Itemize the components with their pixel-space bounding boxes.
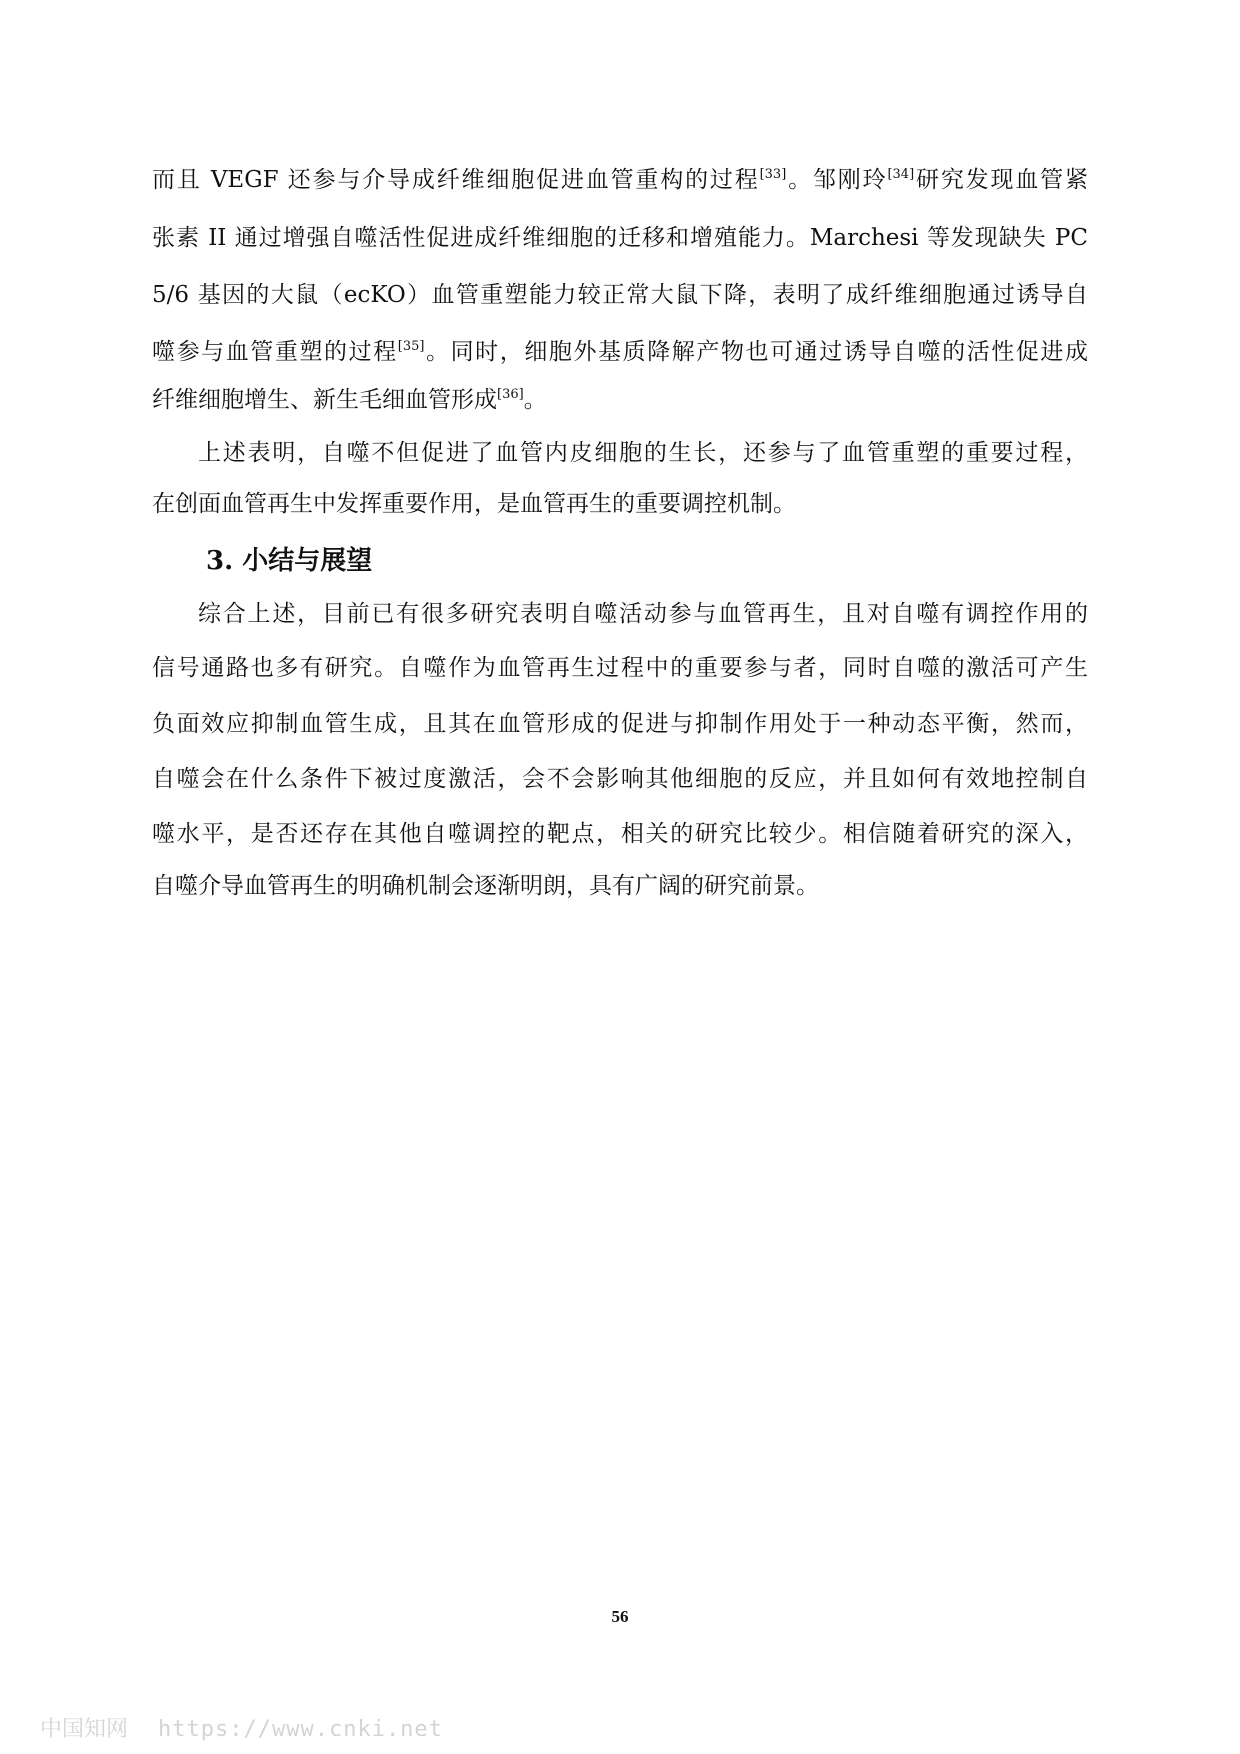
section-heading: 3. 小结与展望 bbox=[206, 546, 373, 576]
paragraph-1-line-2: 张素 II 通过增强自噬活性促进成纤维细胞的迁移和增殖能力。Marchesi 等发现缺失 PC bbox=[152, 225, 1088, 251]
paragraph-3-line-3: 负面效应抑制血管生成，且其在血管形成的促进与抑制作用处于一种动态平衡，然而， bbox=[152, 711, 1088, 737]
citation-36: [36] bbox=[497, 387, 524, 402]
paragraph-2-line-1: 上述表明，自噬不但促进了血管内皮细胞的生长，还参与了血管重塑的重要过程， bbox=[198, 440, 1088, 466]
paragraph-3-line-4: 自噬会在什么条件下被过度激活，会不会影响其他细胞的反应，并且如何有效地控制自 bbox=[152, 766, 1088, 792]
text-segment: 研究发现血管紧 bbox=[914, 167, 1089, 193]
paragraph-3-line-6: 自噬介导血管再生的明确机制会逐渐明朗，具有广阔的研究前景。 bbox=[152, 873, 819, 899]
citation-34: [34] bbox=[887, 167, 915, 182]
paragraph-1-line-3: 5/6 基因的大鼠（ecKO）血管重塑能力较正常大鼠下降，表明了成纤维细胞通过诱导自 bbox=[152, 282, 1088, 308]
text-segment: 而且 VEGF 还参与介导成纤维细胞促进血管重构的过程 bbox=[152, 167, 760, 193]
citation-33: [33] bbox=[759, 167, 787, 182]
paragraph-1-line-4 bbox=[152, 337, 1088, 367]
paragraph-1-line-5 bbox=[152, 385, 1088, 415]
paragraph-1-line-1 bbox=[152, 165, 1088, 195]
text-segment: 。邹刚玲 bbox=[786, 167, 888, 193]
text-segment: 。 bbox=[523, 387, 547, 413]
watermark bbox=[40, 1712, 443, 1743]
text-segment: 纤维细胞增生、新生毛细血管形成 bbox=[152, 387, 497, 413]
paragraph-3-line-5: 噬水平，是否还存在其他自噬调控的靶点，相关的研究比较少。相信随着研究的深入， bbox=[152, 821, 1088, 847]
paragraph-2-line-2: 在创面血管再生中发挥重要作用，是血管再生的重要调控机制。 bbox=[152, 491, 796, 517]
watermark-url: https://www.cnki.net bbox=[158, 1717, 443, 1742]
text-segment: 。同时，细胞外基质降解产物也可通过诱导自噬的活性促进成 bbox=[424, 339, 1089, 365]
citation-35: [35] bbox=[397, 339, 425, 354]
page-number: 56 bbox=[611, 1607, 629, 1626]
paragraph-3-line-2: 信号通路也多有研究。自噬作为血管再生过程中的重要参与者，同时自噬的激活可产生 bbox=[152, 655, 1088, 681]
paragraph-3-line-1: 综合上述，目前已有很多研究表明自噬活动参与血管再生，且对自噬有调控作用的 bbox=[198, 601, 1088, 627]
watermark-site-name: 中国知网 bbox=[40, 1717, 129, 1742]
text-segment: 噬参与血管重塑的过程 bbox=[152, 339, 398, 365]
